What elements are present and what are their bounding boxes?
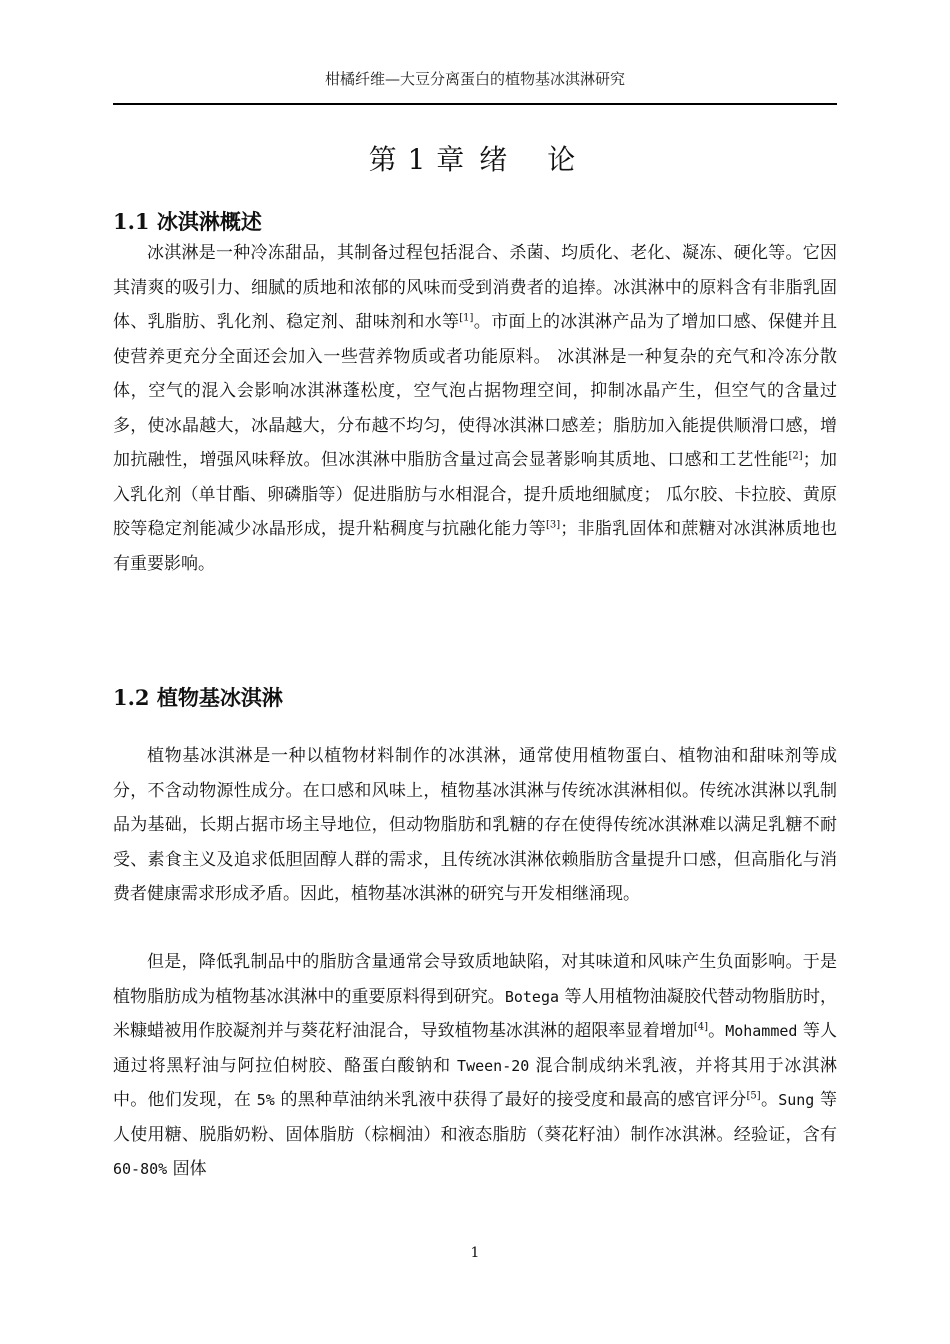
running-header: 柑橘纤维—大豆分离蛋白的植物基冰淇淋研究 [324, 70, 625, 88]
citation-3[interactable]: [3] [546, 519, 561, 531]
chapter-name: 绪 论 [479, 143, 582, 176]
paragraph-text: 。 [708, 1021, 726, 1041]
paragraph-text: 。市面上的冰淇淋产品为了增加口感、保健并且使营养更充分全面还会加入一些营养物质或者功能原料。 冰淇淋是一种复杂的充气和冷冻分散体，空气的混入会影响冰淇淋蓬松度，空气泡占据物理空间，抑制冰晶产生，但空气的含量过多，使冰晶越大，冰晶越大，分布越不均匀，使得冰淇淋口感差；脂肪加入能提供顺滑口感，增加抗融性，增强风味释放。但冰淇淋中脂肪含量过高会显著影响其质地、口感和工艺性能 [113, 312, 838, 470]
paragraph-text: 固体 [167, 1159, 207, 1179]
paragraph-text: 冰淇淋是一种冷冻甜品，其制备过程包括混合、杀菌、均质化、老化、凝冻、硬化等。它因其清爽的吸引力、细腻的质地和浓郁的风味而受到消费者的追捧。冰淇淋中的原料含有非脂乳固体、乳脂肪、乳化剂、稳定剂、甜味剂和水等 [113, 243, 837, 332]
paragraph-text: 混合制成纳米乳液，并将其用于冰淇淋中。他们发现，在 [113, 1055, 837, 1110]
header-rule [113, 103, 837, 105]
percent-range: 60-80% [113, 1160, 168, 1178]
chapter-title [113, 138, 837, 178]
citation-4[interactable]: [4] [693, 1021, 709, 1033]
paragraph-text: 等人通过将黑籽油与阿拉伯树胶、酪蛋白酸钠和 [113, 1021, 838, 1076]
percent-value: 5% [256, 1091, 275, 1109]
paragraph-text: ；非脂乳固体和蔗糖对冰淇淋质地也有重要影响。 [113, 519, 838, 574]
paragraph-text: ；加入乳化剂（单甘酯、卵磷脂等）促进脂肪与水相混合，提升质地细腻度； 瓜尔胶、卡拉胶、黄原胶等稳定剂能减少冰晶形成，提升粘稠度与抗融化能力等 [113, 450, 838, 539]
chapter-number: 第 1 章 [368, 143, 466, 176]
paragraph-1-1 [113, 236, 837, 581]
author-name: Mohammed [725, 1022, 798, 1040]
paragraph-text: 的黑种草油纳米乳液中获得了最好的接受度和最高的感官评分 [274, 1090, 747, 1110]
emulsifier-name: Tween-20 [457, 1056, 530, 1075]
paragraph-1-2-a [113, 739, 837, 912]
section-heading-1-2: 1.2 植物基冰淇淋 [113, 685, 283, 710]
citation-5[interactable]: [5] [746, 1090, 761, 1102]
citation-2[interactable]: [2] [788, 450, 803, 462]
paragraph-1-2-b [113, 945, 837, 1187]
page-number: 1 [470, 1245, 480, 1261]
paragraph-text: 但是，降低乳制品中的脂肪含量通常会导致质地缺陷，对其味道和风味产生负面影响。于是植物脂肪成为植物基冰淇淋中的重要原料得到研究。 [113, 952, 837, 1007]
author-name: Sung [778, 1091, 815, 1109]
paragraph-text: 。 [760, 1090, 779, 1110]
citation-1[interactable]: [1] [459, 312, 474, 324]
paragraph-text: 等人用植物油凝胶代替动物脂肪时，米糠蜡被用作胶凝剂并与葵花籽油混合，导致植物基冰淇淋的超限率显着增加 [113, 986, 838, 1041]
section-heading-1-1: 1.1 冰淇淋概述 [113, 209, 262, 234]
paragraph-text: 等人使用糖、脱脂奶粉、固体脂肪（棕榈油）和液态脂肪（葵花籽油）制作冰淇淋。经验证，含有 [113, 1090, 838, 1145]
paragraph-text: 植物基冰淇淋是一种以植物材料制作的冰淇淋，通常使用植物蛋白、植物油和甜味剂等成分，不含动物源性成分。在口感和风味上，植物基冰淇淋与传统冰淇淋相似。传统冰淇淋以乳制品为基础，长期占据市场主导地位，但动物脂肪和乳糖的存在使得传统冰淇淋难以满足乳糖不耐受、素食主义及追求低胆固醇人群的需求，且传统冰淇淋依赖脂肪含量提升口感，但高脂化与消费者健康需求形成矛盾。因此，植物基冰淇淋的研究与开发相继涌现。 [113, 746, 837, 904]
author-name: Botega [504, 987, 560, 1006]
